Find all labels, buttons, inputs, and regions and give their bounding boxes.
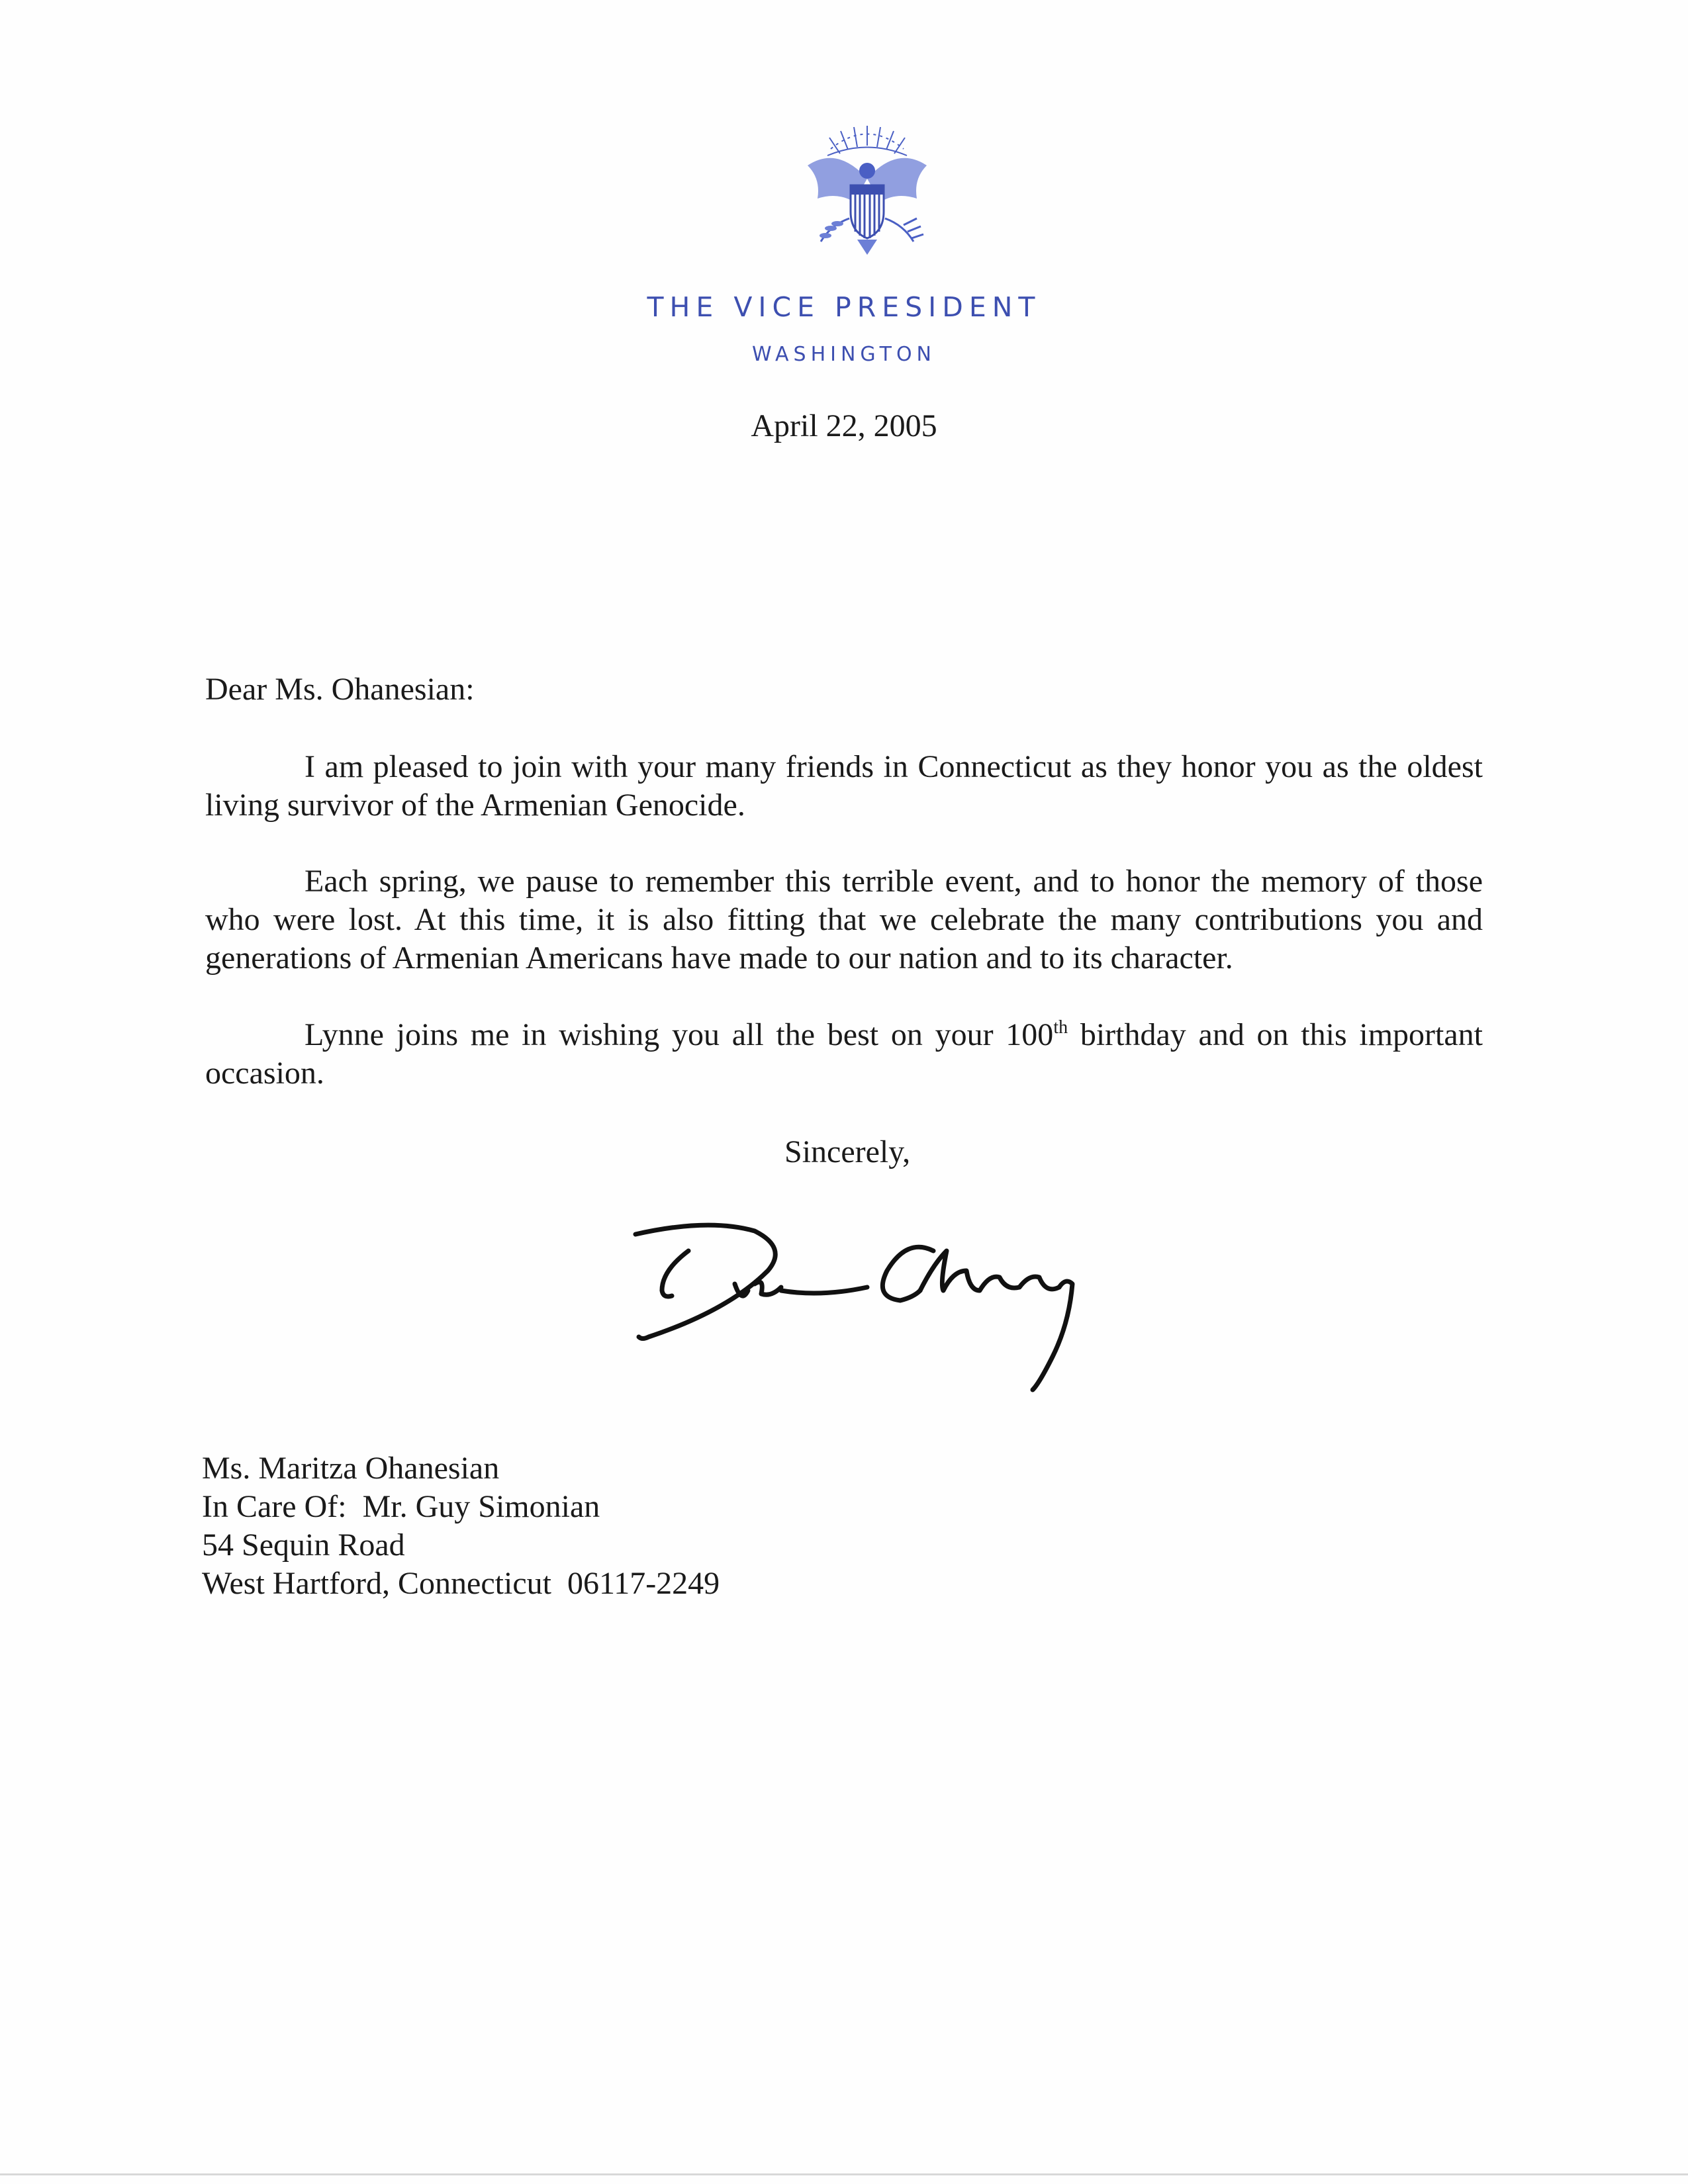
recipient-city-state-zip: West Hartford, Connecticut 06117-2249 [202, 1566, 720, 1601]
paragraph-2: Each spring, we pause to remember this terrible event, and to honor the memory of those who were lost. At this time, it is also fitting that we celebrate the many contributions you and generations of Armenian Americans have made to our nation and to its character. [205, 864, 1483, 976]
paragraph-3 [205, 1016, 1483, 1093]
recipient-care-of: In Care Of: Mr. Guy Simonian [202, 1489, 600, 1524]
recipient-street: 54 Sequin Road [202, 1527, 405, 1563]
paragraph-3-text: Lynne joins me in wishing you all the best on your 100 [305, 1017, 1054, 1052]
paragraph-3-text-end: birthday and on this important occasion. [205, 1017, 1483, 1091]
vice-presidential-seal-icon [791, 119, 943, 258]
letterhead-subtitle: WASHINGTON [752, 343, 936, 366]
scan-edge-line [0, 2173, 1688, 2175]
letterhead-title: THE VICE PRESIDENT [647, 291, 1041, 323]
handwritten-signature [622, 1198, 1178, 1463]
letter-date: April 22, 2005 [751, 408, 937, 443]
closing: Sincerely, [784, 1134, 911, 1169]
salutation: Dear Ms. Ohanesian: [205, 672, 475, 707]
recipient-name: Ms. Maritza Ohanesian [202, 1451, 500, 1486]
ordinal-suffix: th [1053, 1017, 1068, 1038]
recipient-address [202, 1449, 720, 1603]
paragraph-1: I am pleased to join with your many friends in Connecticut as they honor you as the oldest living survivor of the Armenian Genocide. [205, 749, 1483, 823]
